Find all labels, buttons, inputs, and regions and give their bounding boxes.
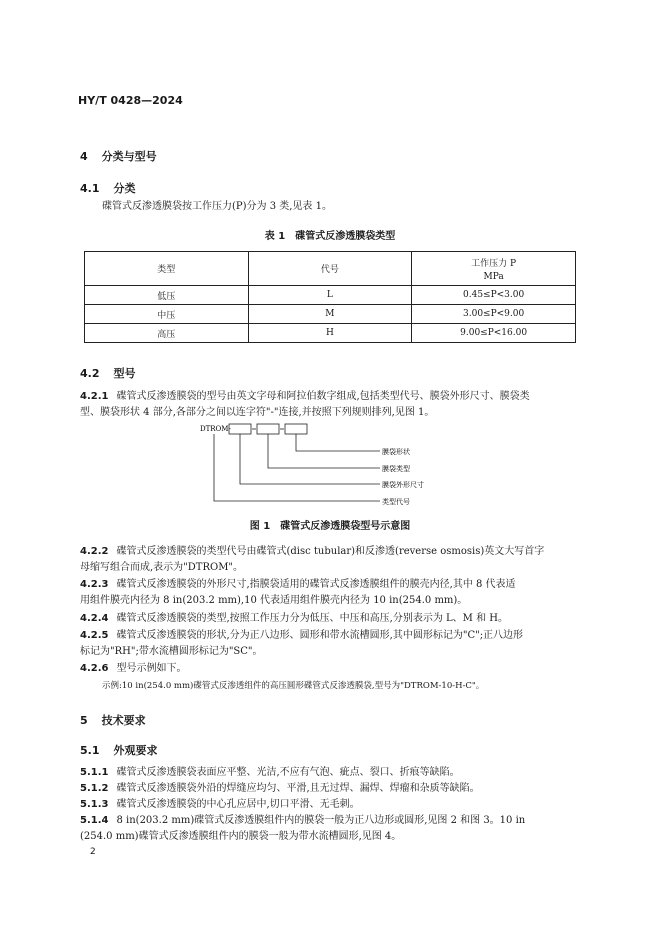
- paragraph-line: 碟管式反渗透膜袋的形状,分为正八边形、圆形和带水流槽圆形,其中圆形标记为"C";正八边形: [116, 630, 524, 641]
- paragraph-4-2-3: [80, 577, 580, 609]
- leader-shape: [296, 434, 380, 451]
- table-cell: 中压: [85, 305, 249, 324]
- table-cell: L: [248, 286, 412, 305]
- table-cell: M: [248, 305, 412, 324]
- paragraph-5-1-3: [80, 797, 580, 813]
- clause-number: 4.2.6: [80, 663, 109, 674]
- paragraph-4-2-5: [80, 628, 580, 660]
- standard-code: HY/T 0428—2024: [78, 94, 183, 107]
- paragraph-5-1-4: [80, 813, 580, 845]
- table-cell: H: [248, 324, 412, 343]
- table-header-cell: 代号: [248, 252, 412, 286]
- example-note: 示例:10 in(254.0 mm)碟管式反渗透组件的高压圆形碟管式反渗透膜袋,型号为"DTROM-10-H-C"。: [102, 681, 485, 691]
- section-number: 4.1: [80, 182, 100, 195]
- paragraph-line: 型号示例如下。: [116, 663, 187, 674]
- section-4-1-text: 碟管式反渗透膜袋按工作压力(P)分为 3 类,见表 1。: [102, 201, 332, 212]
- clause-number: 4.2.4: [80, 613, 109, 624]
- section-5-1-heading: [80, 742, 158, 758]
- paragraph-line: 碟管式反渗透膜袋的类型代号由碟管式(disc tubular)和反渗透(reverse osmosis)英文大写首字: [116, 546, 545, 557]
- table-header-cell: [412, 252, 576, 286]
- label-type: 膜袋类型: [382, 465, 410, 473]
- table-header-row: [85, 252, 576, 286]
- paragraph-line: 8 in(203.2 mm)碟管式反渗透膜组件内的膜袋一般为正八边形或圆形,见图 2 和图 3。10 in: [116, 815, 526, 826]
- label-code: 类型代号: [382, 498, 410, 506]
- table-header-cell: 类型: [85, 252, 249, 286]
- clause-number: 4.2.5: [80, 630, 109, 641]
- table-cell: 9.00≤P<16.00: [412, 324, 576, 343]
- leader-code: [214, 434, 380, 501]
- clause-number: 5.1.4: [80, 815, 109, 826]
- label-shape: 膜袋形状: [382, 448, 410, 456]
- table-row: [85, 286, 576, 305]
- section-title: 技术要求: [101, 714, 146, 727]
- section-title: 型号: [113, 367, 136, 380]
- paragraph-line: 母缩写组合而成,表示为"DTROM"。: [80, 562, 244, 573]
- box-size: [229, 424, 251, 434]
- paragraph-4-2-6: [80, 661, 580, 677]
- paragraph-5-1-2: [80, 781, 580, 797]
- section-4-heading: [80, 148, 157, 164]
- clause-number: 5.1.3: [80, 799, 109, 810]
- section-4-1-heading: [80, 180, 136, 196]
- section-number: 5.1: [80, 744, 100, 757]
- clause-number: 4.2.3: [80, 579, 109, 590]
- paragraph-line: 碟管式反渗透膜袋的中心孔应居中,切口平滑、无毛刺。: [116, 799, 360, 810]
- paragraph-4-2-2: [80, 544, 580, 576]
- section-number: 4: [80, 150, 88, 163]
- leader-size: [240, 434, 380, 484]
- box-type: [257, 424, 279, 434]
- paragraph-line: 碟管式反渗透膜袋外沿的焊缝应均匀、平滑,且无过焊、漏焊、焊瘤和杂质等缺陷。: [116, 783, 480, 794]
- section-4-2-heading: [80, 365, 136, 381]
- section-title: 外观要求: [113, 744, 158, 757]
- paragraph-line: 型、膜袋形状 4 部分,各部分之间以连字符"-"连接,并按照下列规则排列,见图 1。: [80, 407, 435, 418]
- page-number: 2: [90, 847, 96, 857]
- label-size: 膜袋外形尺寸: [382, 481, 424, 489]
- clause-number: 4.2.1: [80, 391, 109, 402]
- paragraph-line: 用组件膜壳内径为 8 in(203.2 mm),10 代表适用组件膜壳内径为 10 in(254.0 mm)。: [80, 595, 468, 606]
- figure-1-caption: 图 1 碟管式反渗透膜袋型号示意图: [249, 521, 411, 532]
- paragraph-line: 碟管式反渗透膜袋的类型,按照工作压力分为低压、中压和高压,分别表示为 L、M 和 H。: [116, 613, 508, 624]
- box-shape: [285, 424, 307, 434]
- section-title: 分类与型号: [101, 150, 157, 163]
- clause-number: 4.2.2: [80, 546, 109, 557]
- header-label: 工作压力 P: [471, 258, 517, 269]
- paragraph-5-1-1: [80, 765, 580, 781]
- figure-1-diagram: [200, 420, 440, 510]
- paragraph-4-2-4: [80, 611, 580, 627]
- section-5-heading: [80, 712, 146, 728]
- clause-number: 5.1.2: [80, 783, 109, 794]
- table-cell: 高压: [85, 324, 249, 343]
- table-cell: 3.00≤P<9.00: [412, 305, 576, 324]
- figure-prefix: DTROM-: [200, 425, 231, 433]
- paragraph-line: 碟管式反渗透膜袋的外形尺寸,指膜袋适用的碟管式反渗透膜组件的膜壳内径,其中 8 代表适: [116, 579, 516, 590]
- header-unit: MPa: [483, 271, 504, 282]
- paragraph-4-2-1: [80, 389, 580, 421]
- table-1-caption: 表 1 碟管式反渗透膜袋类型: [264, 231, 396, 242]
- paragraph-line: 碟管式反渗透膜袋的型号由英文字母和阿拉伯数字组成,包括类型代号、膜袋外形尺寸、膜袋类: [116, 391, 530, 402]
- table-cell: 0.45≤P<3.00: [412, 286, 576, 305]
- clause-number: 5.1.1: [80, 767, 109, 778]
- table-cell: 低压: [85, 286, 249, 305]
- paragraph-line: 碟管式反渗透膜袋表面应平整、光洁,不应有气泡、疵点、裂口、折痕等缺陷。: [116, 767, 460, 778]
- table-row: [85, 305, 576, 324]
- paragraph-line: 标记为"RH";带水流槽圆形标记为"SC"。: [80, 646, 263, 657]
- section-number: 5: [80, 714, 88, 727]
- section-number: 4.2: [80, 367, 100, 380]
- table-row: [85, 324, 576, 343]
- table-1: [84, 251, 576, 343]
- section-title: 分类: [113, 182, 136, 195]
- paragraph-line: (254.0 mm)碟管式反渗透膜组件内的膜袋一般为带水流槽圆形,见图 4。: [80, 831, 402, 842]
